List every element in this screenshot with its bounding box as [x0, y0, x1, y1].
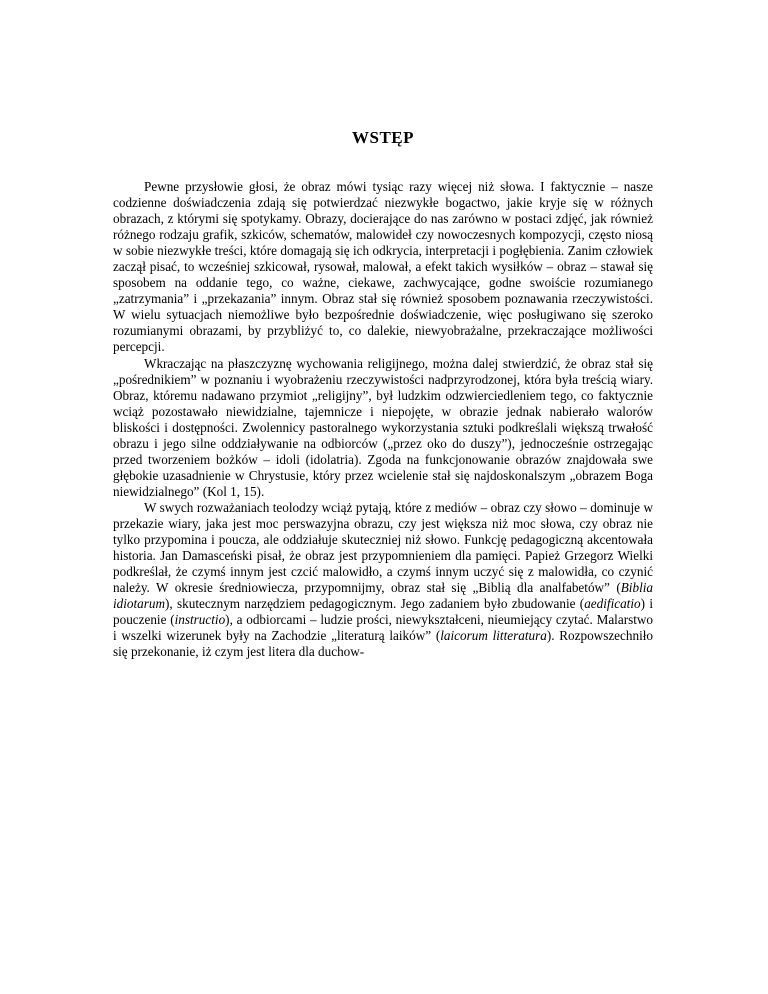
text-segment: ) i pouczenie (: [113, 596, 653, 628]
text-segment: ). Rozpowszechniło się przekonanie, iż czym jest litera dla duchow-: [113, 628, 653, 660]
italic-term: instructio: [174, 612, 226, 628]
paragraph-3: [113, 500, 653, 660]
italic-term: aedificatio: [584, 596, 641, 612]
text-segment: ), a odbiorcami – ludzie prości, niewykształceni, nieumiejący czytać. Malarstwo i wszelki wizerunek były na Zachodzie „literaturą laików” (: [113, 612, 653, 644]
paragraph-2: [113, 356, 653, 500]
text-segment: ), skutecznym narzędziem pedagogicznym. Jego zadaniem było zbudowanie (: [165, 596, 585, 612]
document-page: [113, 128, 653, 660]
chapter-heading: WSTĘP: [351, 128, 415, 147]
paragraph-1: [113, 179, 653, 356]
body-text: [113, 179, 653, 660]
italic-term: Biblia idiotarum: [113, 580, 653, 612]
text-segment: Wkraczając na płaszczyznę wychowania religijnego, można dalej stwierdzić, że obraz stał się „pośrednikiem” w poznaniu i wyobrażeniu rzeczywistości nadprzyrodzonej, która była treścią wiary. Obraz, któremu nadawano przymiot „religijny”, był ludzkim odzwierciedleniem tego, co faktycznie wciąż pozostawało niewidzialne, tajemnicze i niepojęte, w obrazie jednak nabierało walorów bliskości i dostępności. Zwolennicy pastoralnego wykorzystania sztuki podkreślali większą trwałość obrazu i jego silne oddziaływanie na odbiorców („przez oko do duszy”), jednocześnie ostrzegając przed tworzeniem bożków – idoli (idolatria). Zgoda na funkcjonowanie obrazów znajdowała swe głębokie uzasadnienie w Chrystusie, który przez wcielenie stał się najdoskonalszym „obrazem Boga niewidzialnego” (Kol 1, 15).: [113, 355, 653, 499]
italic-term: laicorum litteratura: [440, 628, 547, 644]
text-segment: W swych rozważaniach teolodzy wciąż pytają, które z mediów – obraz czy słowo – dominuje w przekazie wiary, jaka jest moc perswazyjna obrazu, czy jest większa niż moc słowa, czy obraz nie tylko przypomina i poucza, ale oddziałuje skuteczniej niż słowo. Funkcję pedagogiczną akcentowała historia. Jan Damasceński pisał, że obraz jest przypomnieniem dla pamięci. Papież Grzegorz Wielki podkreślał, że czymś innym jest czcić malowidło, a czymś innym uczyć się z malowidła, co czynić należy. W okresie średniowiecza, przypomnijmy, obraz stał się „Biblią dla analfabetów” (: [113, 499, 653, 596]
text-segment: Pewne przysłowie głosi, że obraz mówi tysiąc razy więcej niż słowa. I faktycznie – nasze codzienne doświadczenia zdają się potwierdzać niezwykłe bogactwo, jakie kryje się w różnych obrazach, z którymi się spotykamy. Obrazy, docierające do nas zarówno w postaci zdjęć, jak również różnego rodzaju grafik, szkiców, schematów, malowideł czy nowoczesnych kompozycji, często niosą w sobie niezwykłe treści, które domagają się ich odkrycia, interpretacji i pogłębienia. Zanim człowiek zaczął pisać, to wcześniej szkicował, rysował, malował, a efekt takich wysiłków – obraz – stawał się sposobem na oddanie tego, co ważne, ciekawe, zachwycające, godne swoiście rozumianego „zatrzymania” i „przekazania” innym. Obraz stał się również sposobem poznawania rzeczywistości. W wielu sytuacjach niemożliwe było bezpośrednie doświadczenie, więc posługiwano się szeroko rozumianymi obrazami, by przybliżyć to, co dalekie, niewyobrażalne, przekraczające możliwości percepcji.: [113, 179, 653, 355]
